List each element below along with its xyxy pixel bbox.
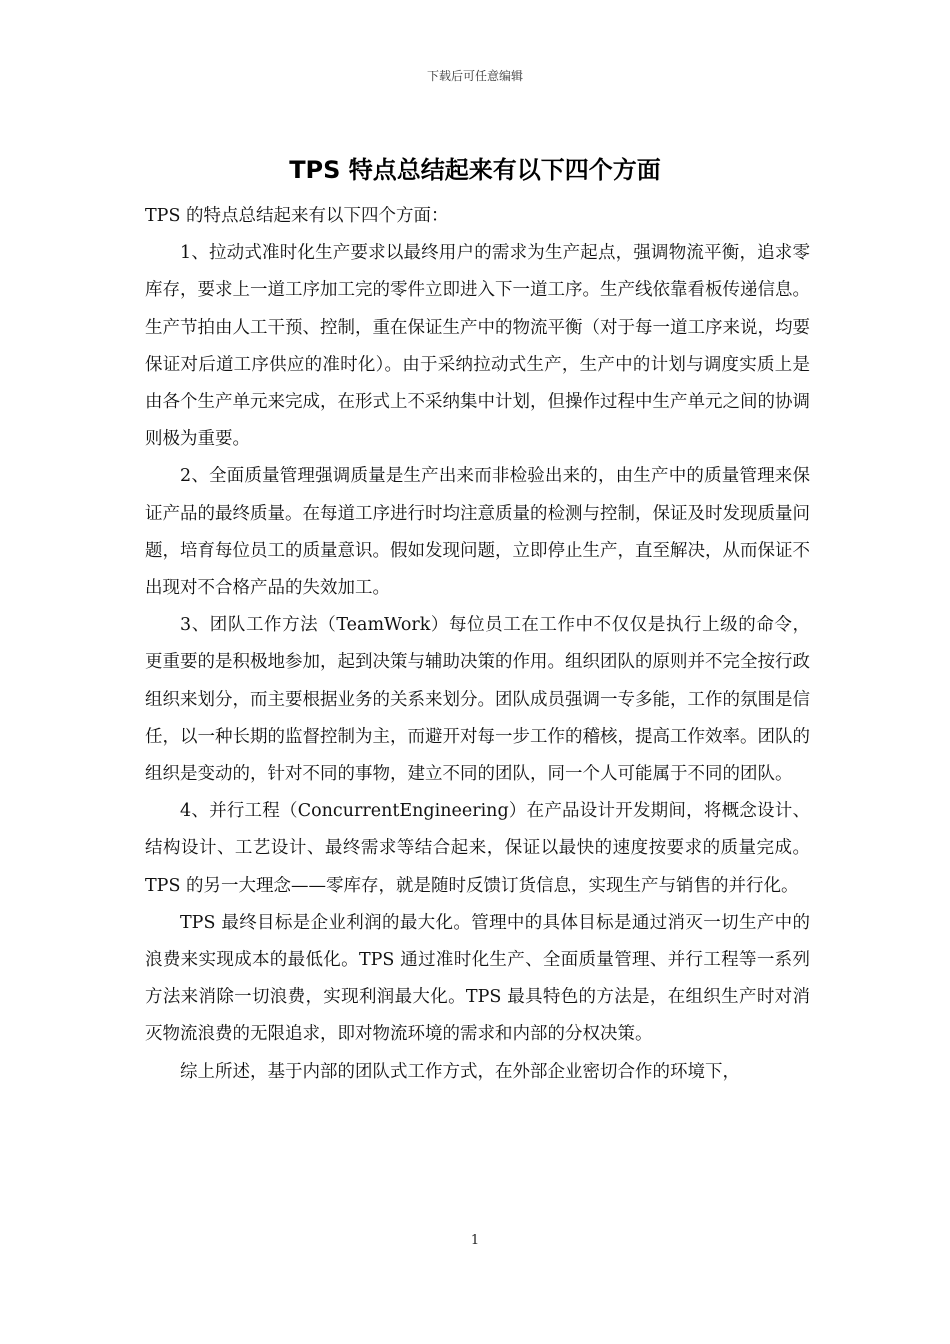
paragraph-6: 综上所述，基于内部的团队式工作方式，在外部企业密切合作的环境下，: [180, 1061, 740, 1082]
paragraph-1: 1、拉动式准时化生产要求以最终用户的需求为生产起点，强调物流平衡，追求零库存，要求上一道工序加工完的零件立即进入下一道工序。生产线依靠看板传递信息。生产节拍由人工干预、控制，重在保证生产中的物流平衡（对于每一道工序来说，均要保证对后道工序供应的准时化）。由于采纳拉动式生产，生产中的计划与调度实质上是由各个生产单元来完成，在形式上不采纳集中计划，但操作过程中生产单元之间的协调则极为重要。: [145, 243, 810, 450]
intro-paragraph: TPS 的特点总结起来有以下四个方面：: [145, 206, 449, 226]
page-number: 1: [470, 1233, 480, 1248]
document-title: TPS 特点总结起来有以下四个方面: [289, 156, 661, 184]
document-body: [145, 198, 810, 1091]
paragraph-2: 2、全面质量管理强调质量是生产出来而非检验出来的，由生产中的质量管理来保证产品的最终质量。在每道工序进行时均注意质量的检测与控制，保证及时发现质量问题，培育每位员工的质量意识。假如发现问题，立即停止生产，直至解决，从而保证不出现对不合格产品的失效加工。: [145, 466, 810, 599]
header-note: 下载后可任意编辑: [426, 69, 523, 83]
paragraph-4: 4、并行工程（ConcurrentEngineering）在产品设计开发期间，将概念设计、结构设计、工艺设计、最终需求等结合起来，保证以最快的速度按要求的质量完成。TPS 的另一大理念——零库存，就是随时反馈订货信息，实现生产与销售的并行化。: [145, 801, 810, 896]
paragraph-5: TPS 最终目标是企业利润的最大化。管理中的具体目标是通过消灭一切生产中的浪费来实现成本的最低化。TPS 通过准时化生产、全面质量管理、并行工程等一系列方法来消除一切浪费，实现利润最大化。TPS 最具特色的方法是，在组织生产时对消灭物流浪费的无限追求，即对物流环境的需求和内部的分权决策。: [145, 912, 810, 1045]
paragraph-3: 3、团队工作方法（TeamWork）每位员工在工作中不仅仅是执行上级的命令，更重要的是积极地参加，起到决策与辅助决策的作用。组织团队的原则并不完全按行政组织来划分，而主要根据业务的关系来划分。团队成员强调一专多能，工作的氛围是信任，以一种长期的监督控制为主，而避开对每一步工作的稽核，提高工作效率。团队的组织是变动的，针对不同的事物，建立不同的团队，同一个人可能属于不同的团队。: [145, 615, 810, 785]
